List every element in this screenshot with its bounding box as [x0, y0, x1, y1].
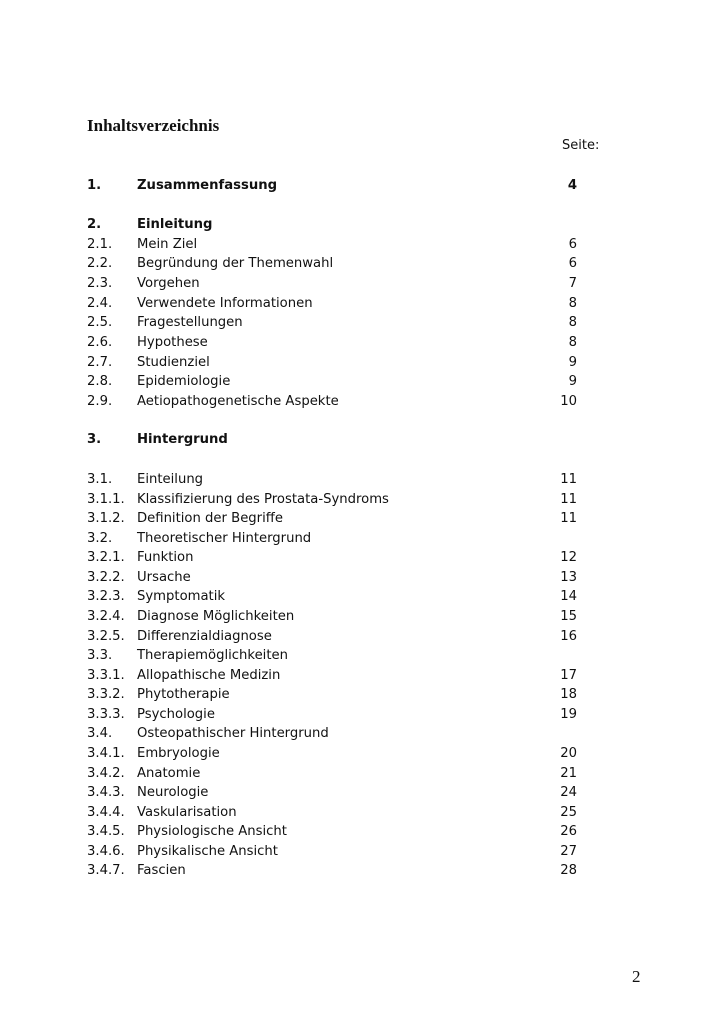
toc-entry — [0, 861, 728, 880]
toc-entry-title: Theoretischer Hintergrund — [137, 531, 312, 546]
toc-entry — [0, 587, 728, 606]
toc-entry-page: 12 — [560, 550, 577, 565]
toc-entry-title: Osteopathischer Hintergrund — [137, 726, 329, 741]
toc-entry-title: Fascien — [137, 863, 186, 878]
toc-entry — [0, 353, 728, 372]
toc-entry-title: Definition der Begriffe — [137, 511, 283, 526]
toc-entry-title: Klassifizierung des Prostata-Syndroms — [137, 492, 389, 507]
toc-entry-page: 8 — [568, 335, 577, 350]
toc-entry-page: 10 — [560, 394, 577, 409]
toc-entry-number: 3.4.3. — [87, 785, 125, 800]
toc-entry-page: 8 — [568, 296, 577, 311]
toc-entry-number: 3. — [87, 432, 102, 447]
toc-entry — [0, 724, 728, 743]
toc-entry — [0, 705, 728, 724]
toc-entry-number: 2.3. — [87, 276, 113, 291]
toc-entry — [0, 783, 728, 802]
toc-entry — [0, 666, 728, 685]
toc-entry-number: 2.7. — [87, 355, 113, 370]
toc-entry-title: Psychologie — [137, 707, 215, 722]
toc-entry-number: 3.2. — [87, 531, 113, 546]
toc-entry-title: Physikalische Ansicht — [137, 844, 278, 859]
toc-entry-title: Aetiopathogenetische Aspekte — [137, 394, 339, 409]
toc-entry-number: 3.2.4. — [87, 609, 125, 624]
toc-entry-title: Epidemiologie — [137, 374, 231, 389]
toc-entry-page: 4 — [567, 178, 577, 193]
toc-entry-number: 3.2.2. — [87, 570, 125, 585]
toc-entry-number: 3.1.2. — [87, 511, 125, 526]
toc-entry — [0, 294, 728, 313]
toc-entry-number: 3.3.1. — [87, 668, 125, 683]
toc-entry — [0, 313, 728, 332]
toc-entry-page: 19 — [560, 707, 577, 722]
toc-entry-page: 17 — [560, 668, 577, 683]
toc-entry-number: 3.2.1. — [87, 550, 125, 565]
toc-entry — [0, 627, 728, 646]
toc-entry-title: Therapiemöglichkeiten — [137, 648, 288, 663]
toc-entry-number: 3.4.2. — [87, 766, 125, 781]
toc-entry-number: 2. — [87, 217, 102, 232]
toc-entry-title: Phytotherapie — [137, 687, 230, 702]
toc-entry-title: Symptomatik — [137, 589, 226, 604]
toc-entry-number: 3.4.1. — [87, 746, 125, 761]
toc-entry-number: 3.4.7. — [87, 863, 125, 878]
toc-entry-title: Hintergrund — [137, 432, 228, 447]
toc-entry-number: 2.6. — [87, 335, 113, 350]
toc-entry-number: 3.3.3. — [87, 707, 125, 722]
toc-entry — [0, 764, 728, 783]
toc-entry — [0, 372, 728, 391]
toc-title: Inhaltsverzeichnis — [87, 116, 220, 135]
toc-entry-page: 18 — [560, 687, 577, 702]
toc-entry-number: 3.1.1. — [87, 492, 125, 507]
toc-entry — [0, 490, 728, 509]
toc-entry-number: 3.2.3. — [87, 589, 125, 604]
toc-entry-title: Einteilung — [137, 472, 204, 487]
toc-entry — [0, 607, 728, 626]
toc-entry-page: 20 — [560, 746, 577, 761]
toc-entry — [0, 842, 728, 861]
page-column-label: Seite: — [562, 138, 600, 153]
toc-entry-page: 26 — [560, 824, 577, 839]
toc-entry-number: 3.1. — [87, 472, 113, 487]
toc-entry-title: Fragestellungen — [137, 315, 243, 330]
toc-entry-page: 9 — [568, 355, 577, 370]
toc-entry-page: 11 — [560, 492, 577, 507]
toc-entry-page: 14 — [560, 589, 577, 604]
toc-entry-title: Physiologische Ansicht — [137, 824, 287, 839]
toc-entry-number: 3.2.5. — [87, 629, 125, 644]
toc-entry — [0, 744, 728, 763]
toc-entry-number: 3.4.4. — [87, 805, 125, 820]
toc-entry-page: 9 — [568, 374, 577, 389]
toc-entry-title: Allopathische Medizin — [137, 668, 281, 683]
toc-entry-number: 2.9. — [87, 394, 113, 409]
toc-entry-title: Begründung der Themenwahl — [137, 256, 334, 271]
toc-entry-number: 1. — [87, 178, 102, 193]
toc-entry — [0, 470, 728, 489]
toc-entry-title: Vaskularisation — [137, 805, 237, 820]
page-number: 2 — [632, 967, 641, 986]
toc-entry-page: 16 — [560, 629, 577, 644]
toc-entry-page: 24 — [560, 785, 577, 800]
toc-entry-number: 3.4.5. — [87, 824, 125, 839]
toc-entry-title: Mein Ziel — [137, 237, 198, 252]
toc-entry-title: Einleitung — [137, 217, 213, 232]
toc-entry-number: 2.5. — [87, 315, 113, 330]
toc-entry — [0, 274, 728, 293]
toc-entry — [0, 176, 728, 195]
toc-entry-title: Studienziel — [137, 355, 210, 370]
toc-entry-number: 2.4. — [87, 296, 113, 311]
toc-entry-page: 25 — [560, 805, 577, 820]
toc-entry — [0, 646, 728, 665]
toc-entry-number: 2.1. — [87, 237, 113, 252]
toc-entry-number: 3.4. — [87, 726, 113, 741]
toc-entry-page: 8 — [568, 315, 577, 330]
toc-entry — [0, 430, 728, 449]
toc-entry-page: 28 — [560, 863, 577, 878]
toc-entry-page: 11 — [560, 511, 577, 526]
toc-entry-title: Differenzialdiagnose — [137, 629, 272, 644]
toc-entry-number: 3.3.2. — [87, 687, 125, 702]
toc-entry-title: Funktion — [137, 550, 194, 565]
toc-entry-page: 15 — [560, 609, 577, 624]
toc-entry-number: 2.2. — [87, 256, 113, 271]
toc-entry — [0, 529, 728, 548]
toc-entry — [0, 235, 728, 254]
toc-entry-page: 6 — [568, 256, 577, 271]
toc-entry-title: Diagnose Möglichkeiten — [137, 609, 295, 624]
toc-entry-title: Zusammenfassung — [137, 178, 278, 193]
toc-entry — [0, 822, 728, 841]
toc-entry-title: Ursache — [137, 570, 191, 585]
toc-entry-title: Anatomie — [137, 766, 201, 781]
toc-entry — [0, 333, 728, 352]
toc-entry-title: Verwendete Informationen — [137, 296, 313, 311]
toc-entry-title: Hypothese — [137, 335, 208, 350]
toc-entry — [0, 254, 728, 273]
toc-entry-page: 13 — [560, 570, 577, 585]
toc-entry — [0, 509, 728, 528]
toc-entry — [0, 548, 728, 567]
toc-entry-page: 11 — [560, 472, 577, 487]
toc-entry-page: 7 — [568, 276, 577, 291]
toc-entry-title: Neurologie — [137, 785, 209, 800]
toc-entry-title: Vorgehen — [137, 276, 200, 291]
toc-entry — [0, 392, 728, 411]
toc-entry-page: 6 — [568, 237, 577, 252]
toc-entry — [0, 215, 728, 234]
toc-entry-number: 3.4.6. — [87, 844, 125, 859]
toc-entry — [0, 803, 728, 822]
toc-entry-title: Embryologie — [137, 746, 220, 761]
toc-entry-page: 21 — [560, 766, 577, 781]
toc-entry-page: 27 — [560, 844, 577, 859]
toc-entry — [0, 685, 728, 704]
toc-entry-number: 2.8. — [87, 374, 113, 389]
toc-entry-number: 3.3. — [87, 648, 113, 663]
toc-entry — [0, 568, 728, 587]
